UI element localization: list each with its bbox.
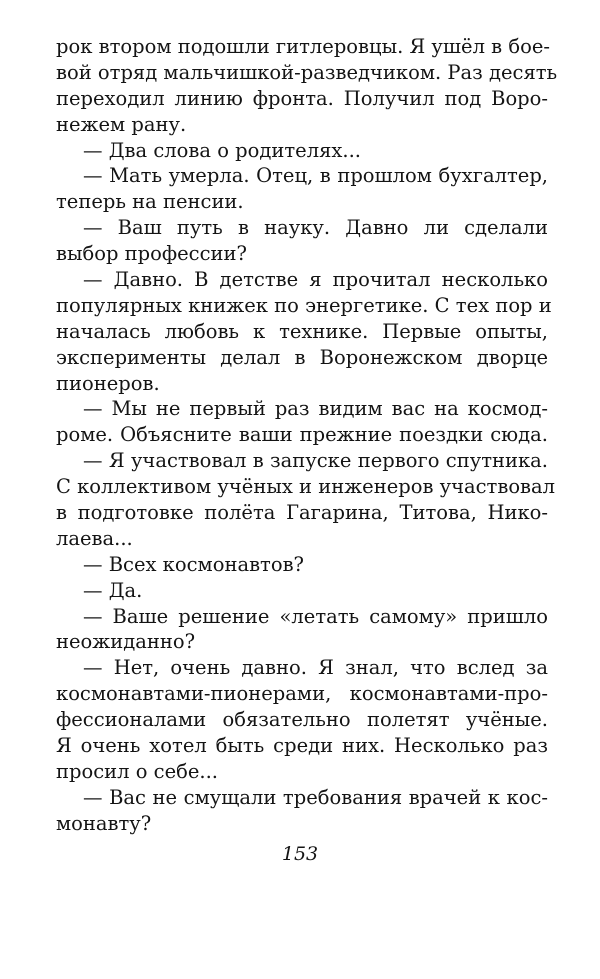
- text-line: нежем рану.: [56, 112, 187, 136]
- text-line: — Мы не первый раз видим вас на космод-: [83, 397, 548, 421]
- text-line: монавту?: [56, 811, 152, 835]
- text-line: роме. Объясните ваши прежние поездки сюда.: [56, 423, 548, 447]
- text-line: рок втором подошли гитлеровцы. Я ушёл в бое-: [56, 35, 550, 58]
- text-line: — Вас не смущали требования врачей к кос-: [83, 785, 548, 809]
- text-line: вой отряд мальчишкой-разведчиком. Раз десять: [56, 60, 558, 84]
- page-number: 153: [281, 843, 319, 865]
- text-line: — Ваш путь в науку. Давно ли сделали: [83, 216, 548, 240]
- text-line: переходил линию фронта. Получил под Воро-: [56, 86, 548, 110]
- text-line: выбор профессии?: [56, 242, 247, 266]
- text-line: — Да.: [83, 578, 143, 602]
- text-line: фессионалами обязательно полетят учёные.: [56, 708, 548, 732]
- text-line: Я очень хотел быть среди них. Несколько раз: [56, 734, 548, 758]
- text-line: — Нет, очень давно. Я знал, что вслед за: [83, 656, 548, 680]
- page-text: [56, 34, 558, 837]
- text-line: — Мать умерла. Отец, в прошлом бухгалтер,: [83, 164, 548, 188]
- text-line: — Давно. В детстве я прочитал несколько: [83, 268, 548, 292]
- text-line: просил о себе...: [56, 759, 218, 783]
- text-line: пионеров.: [56, 371, 160, 395]
- text-line: в подготовке полёта Гагарина, Титова, Нико-: [56, 501, 548, 525]
- text-line: лаева...: [56, 526, 133, 550]
- text-line: неожиданно?: [56, 630, 196, 654]
- text-line: эксперименты делал в Воронежском дворце: [56, 345, 548, 369]
- text-line: — Ваше решение «летать самому» пришло: [83, 604, 548, 628]
- text-line: — Я участвовал в запуске первого спутника.: [83, 449, 548, 473]
- text-line: теперь на пенсии.: [56, 190, 244, 214]
- text-line: популярных книжек по энергетике. С тех пор и: [56, 293, 552, 317]
- text-line: — Всех космонавтов?: [83, 552, 305, 576]
- text-line: С коллективом учёных и инженеров участвовал: [56, 475, 556, 499]
- text-line: — Два слова о родителях...: [83, 138, 361, 162]
- text-line: началась любовь к технике. Первые опыты,: [56, 319, 548, 343]
- text-line: космонавтами-пионерами, космонавтами-про-: [56, 682, 548, 706]
